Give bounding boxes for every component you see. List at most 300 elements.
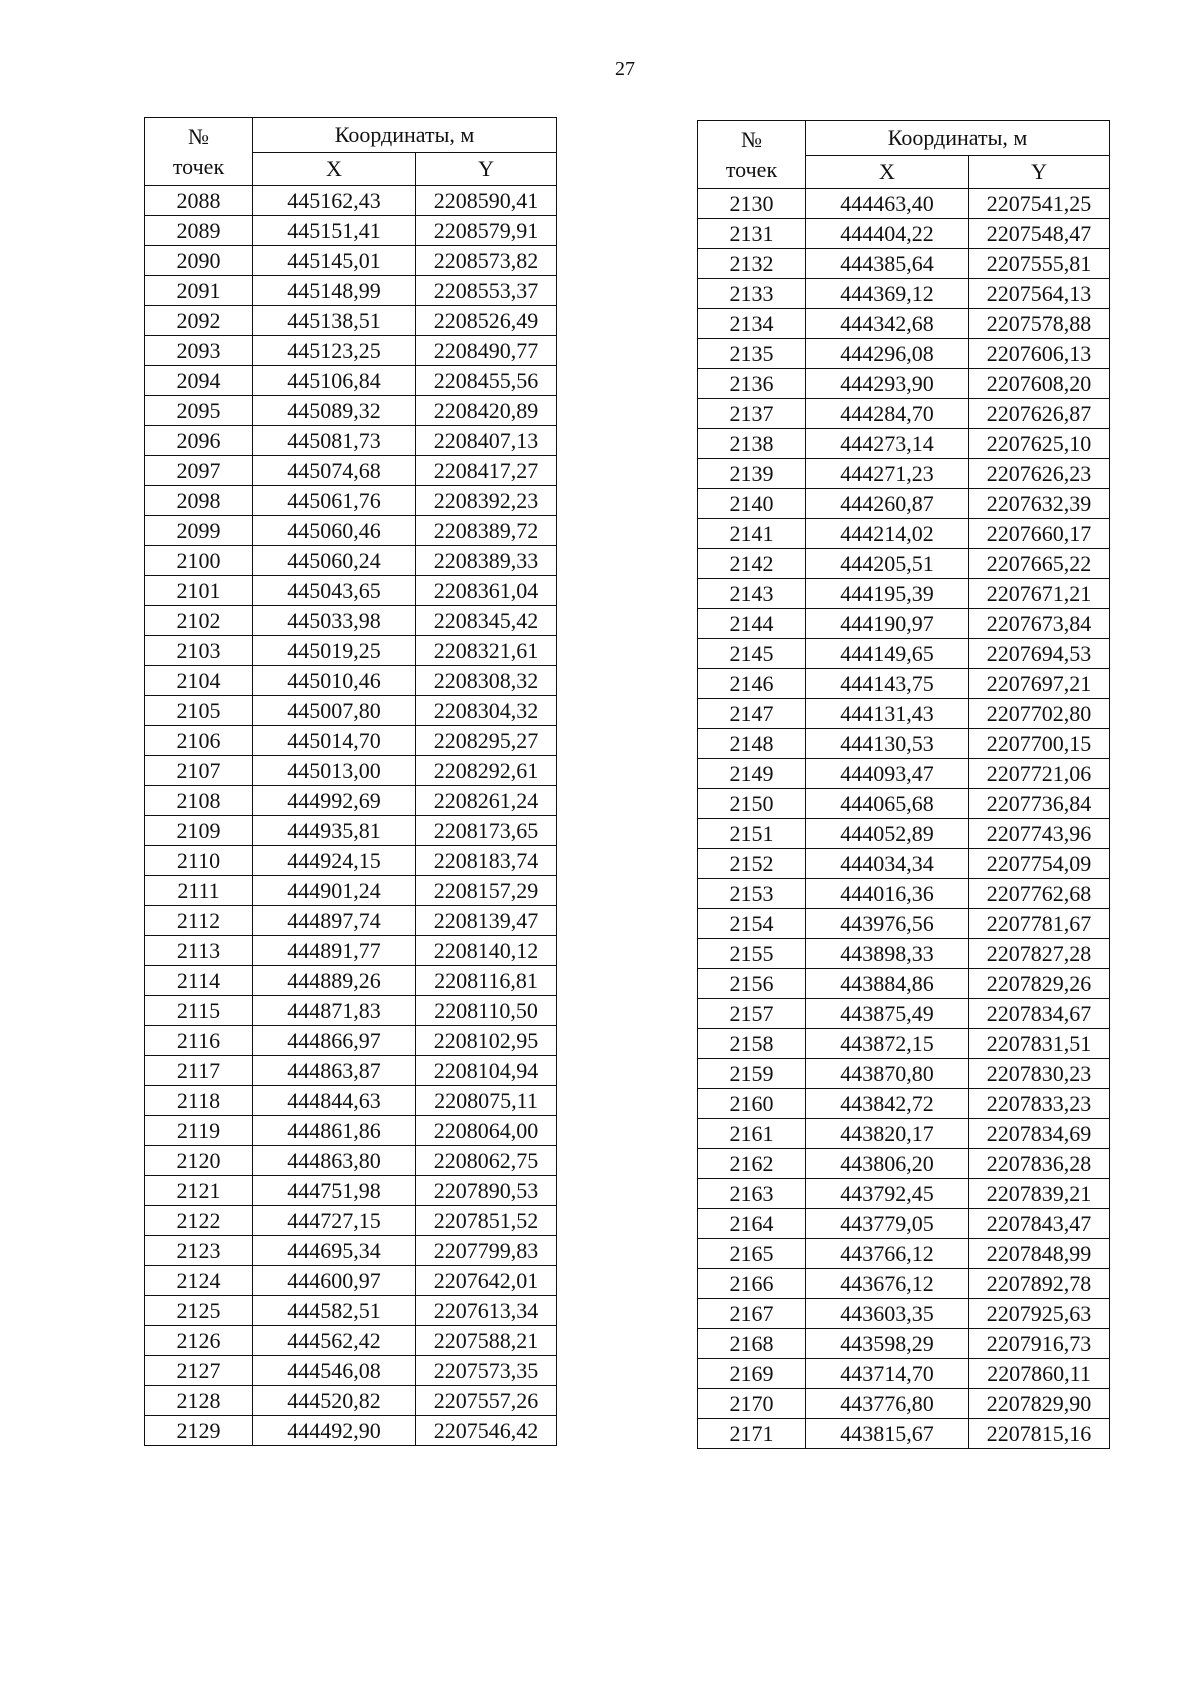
x-coordinate-cell: 445138,51 [253, 306, 416, 336]
table-row [145, 1386, 557, 1416]
y-coordinate-cell: 2207860,11 [969, 1359, 1110, 1389]
table-row [698, 729, 1110, 759]
table-row [145, 546, 557, 576]
y-coordinate-cell: 2207573,35 [416, 1356, 557, 1386]
x-coordinate-cell: 444863,80 [253, 1146, 416, 1176]
x-coordinate-cell: 443603,35 [806, 1299, 969, 1329]
table-row [698, 279, 1110, 309]
x-coordinate-cell: 444016,36 [806, 879, 969, 909]
x-coordinate-cell: 444546,08 [253, 1356, 416, 1386]
x-coordinate-cell: 444463,40 [806, 189, 969, 219]
table-row [698, 189, 1110, 219]
table-row [145, 816, 557, 846]
y-column-header: Y [416, 153, 557, 186]
y-coordinate-cell: 2208389,72 [416, 516, 557, 546]
x-coordinate-cell: 444871,83 [253, 996, 416, 1026]
x-coordinate-cell: 444130,53 [806, 729, 969, 759]
y-coordinate-cell: 2207555,81 [969, 249, 1110, 279]
point-number-cell: 2144 [698, 609, 806, 639]
table-row [698, 1029, 1110, 1059]
x-coordinate-cell: 443820,17 [806, 1119, 969, 1149]
point-number-cell: 2124 [145, 1266, 253, 1296]
table-row [698, 819, 1110, 849]
y-column-header: Y [969, 156, 1110, 189]
y-coordinate-cell: 2207626,87 [969, 399, 1110, 429]
point-number-symbol: № [188, 123, 209, 149]
x-coordinate-cell: 445013,00 [253, 756, 416, 786]
point-number-cell: 2162 [698, 1149, 806, 1179]
point-number-cell: 2132 [698, 249, 806, 279]
point-number-cell: 2159 [698, 1059, 806, 1089]
coordinates-table-left [144, 117, 557, 1446]
y-coordinate-cell: 2207830,23 [969, 1059, 1110, 1089]
point-number-cell: 2106 [145, 726, 253, 756]
x-coordinate-cell: 444271,23 [806, 459, 969, 489]
x-coordinate-cell: 445074,68 [253, 456, 416, 486]
table-row [145, 396, 557, 426]
x-coordinate-cell: 445014,70 [253, 726, 416, 756]
y-coordinate-cell: 2207673,84 [969, 609, 1110, 639]
y-coordinate-cell: 2207588,21 [416, 1326, 557, 1356]
x-coordinate-cell: 444052,89 [806, 819, 969, 849]
y-coordinate-cell: 2208304,32 [416, 696, 557, 726]
point-number-cell: 2117 [145, 1056, 253, 1086]
x-coordinate-cell: 444992,69 [253, 786, 416, 816]
x-coordinate-cell: 445081,73 [253, 426, 416, 456]
x-coordinate-cell: 444293,90 [806, 369, 969, 399]
x-coordinate-cell: 444751,98 [253, 1176, 416, 1206]
y-coordinate-cell: 2207702,80 [969, 699, 1110, 729]
point-number-cell: 2168 [698, 1329, 806, 1359]
table-row [145, 966, 557, 996]
table-row [698, 249, 1110, 279]
table-row [145, 426, 557, 456]
x-coordinate-cell: 444924,15 [253, 846, 416, 876]
table-row [698, 579, 1110, 609]
point-number-cell: 2095 [145, 396, 253, 426]
point-number-cell: 2151 [698, 819, 806, 849]
y-coordinate-cell: 2208183,74 [416, 846, 557, 876]
y-coordinate-cell: 2207626,23 [969, 459, 1110, 489]
table-row [698, 969, 1110, 999]
x-coordinate-cell: 443714,70 [806, 1359, 969, 1389]
table-row [145, 1026, 557, 1056]
table-row [145, 936, 557, 966]
x-coordinate-cell: 445106,84 [253, 366, 416, 396]
table-row [698, 1359, 1110, 1389]
x-coordinate-cell: 444844,63 [253, 1086, 416, 1116]
point-number-cell: 2110 [145, 846, 253, 876]
x-coordinate-cell: 444492,90 [253, 1416, 416, 1446]
table-row [145, 246, 557, 276]
x-coordinate-cell: 444863,87 [253, 1056, 416, 1086]
table-row [698, 429, 1110, 459]
coordinates-table-right [697, 120, 1110, 1449]
x-coordinate-cell: 444889,26 [253, 966, 416, 996]
point-number-caption: точек [172, 153, 225, 179]
y-coordinate-cell: 2207754,09 [969, 849, 1110, 879]
point-number-cell: 2098 [145, 486, 253, 516]
table-row [145, 276, 557, 306]
y-coordinate-cell: 2207697,21 [969, 669, 1110, 699]
y-coordinate-cell: 2207827,28 [969, 939, 1110, 969]
point-number-cell: 2114 [145, 966, 253, 996]
point-number-cell: 2146 [698, 669, 806, 699]
y-coordinate-cell: 2207608,20 [969, 369, 1110, 399]
y-coordinate-cell: 2207546,42 [416, 1416, 557, 1446]
x-coordinate-cell: 444582,51 [253, 1296, 416, 1326]
table-row [145, 1176, 557, 1206]
x-coordinate-cell: 444695,34 [253, 1236, 416, 1266]
point-number-cell: 2147 [698, 699, 806, 729]
y-coordinate-cell: 2208573,82 [416, 246, 557, 276]
table-row [698, 399, 1110, 429]
point-number-cell: 2129 [145, 1416, 253, 1446]
table-row [145, 996, 557, 1026]
table-row [698, 549, 1110, 579]
point-number-cell: 2104 [145, 666, 253, 696]
table-row [145, 1056, 557, 1086]
point-number-cell: 2140 [698, 489, 806, 519]
x-coordinate-cell: 443884,86 [806, 969, 969, 999]
point-number-cell: 2154 [698, 909, 806, 939]
point-number-cell: 2153 [698, 879, 806, 909]
y-coordinate-cell: 2207700,15 [969, 729, 1110, 759]
point-number-cell: 2166 [698, 1269, 806, 1299]
x-coordinate-cell: 444385,64 [806, 249, 969, 279]
table-row [698, 789, 1110, 819]
y-coordinate-cell: 2207925,63 [969, 1299, 1110, 1329]
x-coordinate-cell: 444520,82 [253, 1386, 416, 1416]
table-row [698, 459, 1110, 489]
point-number-cell: 2089 [145, 216, 253, 246]
point-number-cell: 2099 [145, 516, 253, 546]
point-number-cell: 2133 [698, 279, 806, 309]
x-column-header: X [253, 153, 416, 186]
y-coordinate-cell: 2207916,73 [969, 1329, 1110, 1359]
table-row [698, 489, 1110, 519]
point-number-cell: 2167 [698, 1299, 806, 1329]
y-coordinate-cell: 2208075,11 [416, 1086, 557, 1116]
table-row [145, 1326, 557, 1356]
y-coordinate-cell: 2207781,67 [969, 909, 1110, 939]
table-row [698, 1329, 1110, 1359]
table-row [698, 609, 1110, 639]
x-coordinate-cell: 444143,75 [806, 669, 969, 699]
point-number-cell: 2100 [145, 546, 253, 576]
y-coordinate-cell: 2207606,13 [969, 339, 1110, 369]
point-number-cell: 2158 [698, 1029, 806, 1059]
y-coordinate-cell: 2207831,51 [969, 1029, 1110, 1059]
x-coordinate-cell: 445043,65 [253, 576, 416, 606]
x-coordinate-cell: 445148,99 [253, 276, 416, 306]
x-coordinate-cell: 445010,46 [253, 666, 416, 696]
point-number-cell: 2145 [698, 639, 806, 669]
table-row [698, 1089, 1110, 1119]
table-row [698, 849, 1110, 879]
point-number-cell: 2150 [698, 789, 806, 819]
point-number-cell: 2088 [145, 186, 253, 216]
x-coordinate-cell: 444273,14 [806, 429, 969, 459]
y-coordinate-cell: 2207834,69 [969, 1119, 1110, 1149]
table-row [698, 699, 1110, 729]
table-row [145, 306, 557, 336]
table-row [698, 939, 1110, 969]
table-body [698, 189, 1110, 1449]
point-number-cell: 2165 [698, 1239, 806, 1269]
y-coordinate-cell: 2207829,26 [969, 969, 1110, 999]
y-coordinate-cell: 2207762,68 [969, 879, 1110, 909]
y-coordinate-cell: 2208392,23 [416, 486, 557, 516]
table-row [145, 726, 557, 756]
table-row [145, 1356, 557, 1386]
y-coordinate-cell: 2208110,50 [416, 996, 557, 1026]
x-coordinate-cell: 444369,12 [806, 279, 969, 309]
point-number-cell: 2164 [698, 1209, 806, 1239]
y-coordinate-cell: 2208345,42 [416, 606, 557, 636]
point-number-cell: 2157 [698, 999, 806, 1029]
y-coordinate-cell: 2207632,39 [969, 489, 1110, 519]
y-coordinate-cell: 2207736,84 [969, 789, 1110, 819]
table-row [145, 186, 557, 216]
x-coordinate-cell: 443842,72 [806, 1089, 969, 1119]
x-coordinate-cell: 443806,20 [806, 1149, 969, 1179]
table-row [698, 1239, 1110, 1269]
point-number-cell: 2149 [698, 759, 806, 789]
point-number-cell: 2112 [145, 906, 253, 936]
x-coordinate-cell: 444065,68 [806, 789, 969, 819]
x-coordinate-cell: 444190,97 [806, 609, 969, 639]
x-coordinate-cell: 444727,15 [253, 1206, 416, 1236]
table-row [145, 666, 557, 696]
point-number-cell: 2102 [145, 606, 253, 636]
coordinates-header: Координаты, м [806, 121, 1110, 156]
x-coordinate-cell: 444195,39 [806, 579, 969, 609]
y-coordinate-cell: 2207671,21 [969, 579, 1110, 609]
y-coordinate-cell: 2207548,47 [969, 219, 1110, 249]
x-coordinate-cell: 445089,32 [253, 396, 416, 426]
x-coordinate-cell: 444901,24 [253, 876, 416, 906]
point-number-cell: 2137 [698, 399, 806, 429]
x-coordinate-cell: 444034,34 [806, 849, 969, 879]
x-coordinate-cell: 445061,76 [253, 486, 416, 516]
y-coordinate-cell: 2207578,88 [969, 309, 1110, 339]
table-row [145, 1236, 557, 1266]
y-coordinate-cell: 2207660,17 [969, 519, 1110, 549]
x-column-header: X [806, 156, 969, 189]
y-coordinate-cell: 2207613,34 [416, 1296, 557, 1326]
y-coordinate-cell: 2207833,23 [969, 1089, 1110, 1119]
point-number-header [698, 121, 806, 189]
x-coordinate-cell: 444214,02 [806, 519, 969, 549]
point-number-cell: 2105 [145, 696, 253, 726]
y-coordinate-cell: 2208173,65 [416, 816, 557, 846]
y-coordinate-cell: 2207557,26 [416, 1386, 557, 1416]
point-number-cell: 2109 [145, 816, 253, 846]
x-coordinate-cell: 443815,67 [806, 1419, 969, 1449]
y-coordinate-cell: 2208261,24 [416, 786, 557, 816]
point-number-cell: 2116 [145, 1026, 253, 1056]
x-coordinate-cell: 443766,12 [806, 1239, 969, 1269]
x-coordinate-cell: 444935,81 [253, 816, 416, 846]
x-coordinate-cell: 444866,97 [253, 1026, 416, 1056]
x-coordinate-cell: 445162,43 [253, 186, 416, 216]
page-number: 27 [615, 58, 635, 80]
y-coordinate-cell: 2207694,53 [969, 639, 1110, 669]
y-coordinate-cell: 2208455,56 [416, 366, 557, 396]
table-row [145, 636, 557, 666]
x-coordinate-cell: 443870,80 [806, 1059, 969, 1089]
y-coordinate-cell: 2208157,29 [416, 876, 557, 906]
table-row [698, 339, 1110, 369]
x-coordinate-cell: 444891,77 [253, 936, 416, 966]
table-row [145, 1206, 557, 1236]
x-coordinate-cell: 444260,87 [806, 489, 969, 519]
table-row [698, 999, 1110, 1029]
point-number-cell: 2131 [698, 219, 806, 249]
table-row [145, 1086, 557, 1116]
table-row [145, 876, 557, 906]
y-coordinate-cell: 2207829,90 [969, 1389, 1110, 1419]
y-coordinate-cell: 2207848,99 [969, 1239, 1110, 1269]
table-row [698, 639, 1110, 669]
point-number-cell: 2092 [145, 306, 253, 336]
point-number-cell: 2163 [698, 1179, 806, 1209]
x-coordinate-cell: 443872,15 [806, 1029, 969, 1059]
table-row [145, 1266, 557, 1296]
x-coordinate-cell: 443676,12 [806, 1269, 969, 1299]
y-coordinate-cell: 2208140,12 [416, 936, 557, 966]
point-number-cell: 2091 [145, 276, 253, 306]
x-coordinate-cell: 444131,43 [806, 699, 969, 729]
y-coordinate-cell: 2208116,81 [416, 966, 557, 996]
table-body [145, 186, 557, 1446]
table-row [698, 1269, 1110, 1299]
y-coordinate-cell: 2207892,78 [969, 1269, 1110, 1299]
table-row [698, 1209, 1110, 1239]
y-coordinate-cell: 2208139,47 [416, 906, 557, 936]
y-coordinate-cell: 2208526,49 [416, 306, 557, 336]
y-coordinate-cell: 2208590,41 [416, 186, 557, 216]
table-row [145, 1116, 557, 1146]
point-number-cell: 2121 [145, 1176, 253, 1206]
point-number-cell: 2093 [145, 336, 253, 366]
y-coordinate-cell: 2207843,47 [969, 1209, 1110, 1239]
x-coordinate-cell: 445019,25 [253, 636, 416, 666]
x-coordinate-cell: 444404,22 [806, 219, 969, 249]
point-number-cell: 2134 [698, 309, 806, 339]
table-row [145, 1296, 557, 1326]
point-number-cell: 2108 [145, 786, 253, 816]
y-coordinate-cell: 2207625,10 [969, 429, 1110, 459]
point-number-cell: 2128 [145, 1386, 253, 1416]
y-coordinate-cell: 2207743,96 [969, 819, 1110, 849]
x-coordinate-cell: 445060,24 [253, 546, 416, 576]
x-coordinate-cell: 444342,68 [806, 309, 969, 339]
x-coordinate-cell: 443792,45 [806, 1179, 969, 1209]
table-row [698, 1299, 1110, 1329]
point-number-cell: 2107 [145, 756, 253, 786]
point-number-header [145, 118, 253, 186]
point-number-cell: 2118 [145, 1086, 253, 1116]
table-row [698, 1119, 1110, 1149]
y-coordinate-cell: 2207665,22 [969, 549, 1110, 579]
y-coordinate-cell: 2207721,06 [969, 759, 1110, 789]
point-number-cell: 2115 [145, 996, 253, 1026]
table-row [145, 216, 557, 246]
x-coordinate-cell: 444284,70 [806, 399, 969, 429]
table-row [145, 486, 557, 516]
point-number-cell: 2125 [145, 1296, 253, 1326]
point-number-cell: 2090 [145, 246, 253, 276]
x-coordinate-cell: 444897,74 [253, 906, 416, 936]
y-coordinate-cell: 2208361,04 [416, 576, 557, 606]
y-coordinate-cell: 2208579,91 [416, 216, 557, 246]
table-row [145, 906, 557, 936]
table-row [145, 336, 557, 366]
point-number-cell: 2156 [698, 969, 806, 999]
table-row [698, 909, 1110, 939]
y-coordinate-cell: 2208407,13 [416, 426, 557, 456]
x-coordinate-cell: 444861,86 [253, 1116, 416, 1146]
y-coordinate-cell: 2207642,01 [416, 1266, 557, 1296]
table-row [698, 1179, 1110, 1209]
x-coordinate-cell: 445033,98 [253, 606, 416, 636]
y-coordinate-cell: 2208490,77 [416, 336, 557, 366]
table-row [698, 219, 1110, 249]
y-coordinate-cell: 2208295,27 [416, 726, 557, 756]
y-coordinate-cell: 2208417,27 [416, 456, 557, 486]
x-coordinate-cell: 444093,47 [806, 759, 969, 789]
point-number-cell: 2148 [698, 729, 806, 759]
x-coordinate-cell: 445145,01 [253, 246, 416, 276]
y-coordinate-cell: 2207541,25 [969, 189, 1110, 219]
point-number-cell: 2138 [698, 429, 806, 459]
table-row [145, 696, 557, 726]
table-row [698, 309, 1110, 339]
coordinates-header: Координаты, м [253, 118, 557, 153]
y-coordinate-cell: 2207799,83 [416, 1236, 557, 1266]
x-coordinate-cell: 444149,65 [806, 639, 969, 669]
point-number-symbol: № [741, 126, 762, 152]
point-number-cell: 2122 [145, 1206, 253, 1236]
point-number-caption: точек [725, 156, 778, 182]
point-number-cell: 2171 [698, 1419, 806, 1449]
point-number-cell: 2130 [698, 189, 806, 219]
point-number-cell: 2142 [698, 549, 806, 579]
y-coordinate-cell: 2207851,52 [416, 1206, 557, 1236]
point-number-cell: 2160 [698, 1089, 806, 1119]
point-number-cell: 2136 [698, 369, 806, 399]
y-coordinate-cell: 2207834,67 [969, 999, 1110, 1029]
table-row [698, 369, 1110, 399]
point-number-cell: 2113 [145, 936, 253, 966]
table-row [145, 1146, 557, 1176]
point-number-cell: 2170 [698, 1389, 806, 1419]
table-row [145, 756, 557, 786]
x-coordinate-cell: 444296,08 [806, 339, 969, 369]
point-number-cell: 2120 [145, 1146, 253, 1176]
point-number-cell: 2155 [698, 939, 806, 969]
table-row [698, 1059, 1110, 1089]
x-coordinate-cell: 443976,56 [806, 909, 969, 939]
y-coordinate-cell: 2208553,37 [416, 276, 557, 306]
point-number-cell: 2135 [698, 339, 806, 369]
x-coordinate-cell: 444600,97 [253, 1266, 416, 1296]
x-coordinate-cell: 443776,80 [806, 1389, 969, 1419]
table-row [698, 519, 1110, 549]
point-number-cell: 2123 [145, 1236, 253, 1266]
